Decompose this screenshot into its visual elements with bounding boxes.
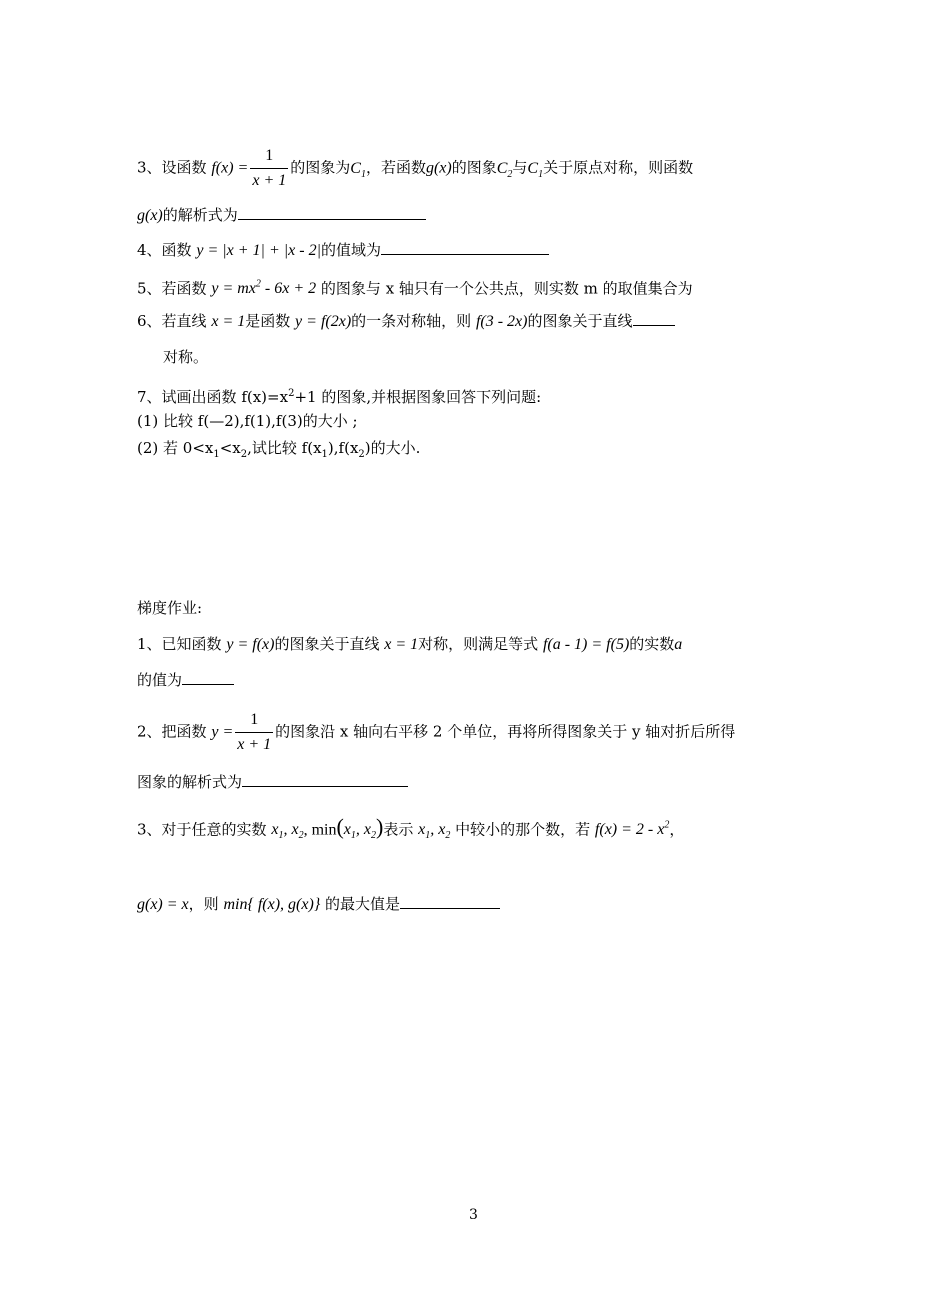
math-symbol: C [496,159,508,177]
text: 与 [512,158,528,177]
problem-number: 4、 [137,241,162,259]
math-part: , x [283,821,299,839]
answer-blank[interactable] [400,894,500,909]
text: 表示 [383,820,414,839]
text: 的最大值是 [325,895,401,913]
problem-number: 2、 [137,722,162,741]
subscript: 1 [321,449,328,460]
text: )的大小. [364,439,421,457]
text: 的图象沿 x 轴向右平移 2 个单位，再将所得图象关于 y 轴对折后所得 [275,722,736,741]
math-line-x1: x = 1 [384,636,419,653]
paren: ( [336,814,344,840]
math-gx: g(x) [137,207,163,224]
subscript: 1 [350,830,356,842]
problem-7-question-1 [137,411,358,431]
math-part: - 6x + 2 [260,280,317,298]
math-variables [418,821,451,842]
math-symbol: C [527,159,539,177]
math-line-x1: x = 1 [211,313,246,330]
problem-3-line-1 [137,146,693,191]
problem-number: 1、 [137,635,162,653]
fraction [250,146,288,191]
problem-number: 3、 [137,820,162,839]
problem-number: 6、 [137,312,162,330]
problem-7-question-2 [137,438,420,465]
subscript: 1 [213,449,220,460]
text: 关于原点对称，则函数 [543,158,694,177]
subscript: 2 [445,830,451,842]
gradient-1-line-1 [137,634,682,655]
text: ,试比较 f(x [247,439,322,457]
math-fx: f(x) = [211,159,249,177]
subscript: 2 [371,830,376,842]
gradient-2-line-2 [137,772,408,792]
math-part: , x [355,821,371,839]
superscript: 2 [288,388,295,399]
paren: ) [376,814,384,840]
text: 函数 [161,241,192,259]
text: 若函数 [161,279,207,298]
text: 的解析式为 [162,206,238,224]
heading-text: 梯度作业: [137,599,203,617]
subscript: 2 [240,449,248,460]
subscript: 2 [507,168,513,180]
subscript: 1 [425,830,431,842]
text: 的图象关于直线 [274,635,380,653]
text: 把函数 [161,722,207,741]
problem-4 [137,240,549,261]
math-c2 [496,159,513,180]
math-part: y = mx [211,280,256,298]
math-part: x [418,821,426,839]
math-variables [271,821,304,842]
math-part: x [343,821,351,839]
math-fx [595,821,669,838]
text: 的值域为 [320,241,381,259]
text: ),f(x [327,439,359,457]
problem-number: 7、 [137,388,162,406]
math-expression: y = |x + 1| + |x - 2| [196,242,321,259]
text: 的图象与 x 轴只有一个公共点，则实数 m 的取值集合为 [320,279,693,298]
math-f2x: y = f(2x) [295,313,352,330]
problem-3-line-2 [137,205,426,226]
fraction-numerator: 1 [250,146,288,169]
math-part: , x [430,821,446,839]
text: 的图象关于直线 [527,312,633,330]
min-function: , min [303,821,337,839]
text: ，若函数 [365,158,426,177]
problem-5 [137,275,693,299]
math-part: x [271,821,279,839]
math-equation: f(a - 1) = f(5) [542,636,630,653]
text: 已知函数 [161,635,222,653]
math-symbol: C [350,159,361,177]
text: 的实数 [629,635,675,653]
answer-blank[interactable] [242,772,408,787]
text: 对于任意的实数 [161,820,267,839]
problem-number: 3、 [137,158,162,177]
text: 是函数 [245,312,291,330]
text: 的值为 [137,671,183,689]
text: 中较小的那个数，若 [455,820,591,839]
answer-blank[interactable] [182,670,234,685]
math-yfx: y = f(x) [226,636,275,653]
problem-6-line-2 [163,347,208,367]
fraction [235,710,273,755]
subscript: 2 [358,449,365,460]
problem-number: 5、 [137,279,162,298]
math-gx: g(x) = x [137,896,189,913]
text: <x [219,439,241,457]
fraction-denominator: x + 1 [252,172,287,189]
math-min-expression: min{ f(x), g(x)} [223,896,321,913]
text: 图象的解析式为 [137,773,243,791]
math-c1 [527,159,544,180]
subscript: 1 [360,168,366,180]
superscript: 2 [255,279,261,290]
math-c1 [350,159,366,180]
text: ， [669,820,685,839]
text: (2) 若 0<x [137,439,214,457]
text: 设函数 [161,158,207,177]
text: 对称，则满足等式 [418,635,539,653]
text: 试画出函数 f(x)=x [161,388,289,406]
fraction-denominator: x + 1 [237,736,272,753]
answer-blank[interactable] [381,240,549,255]
problem-6-line-1 [137,311,675,332]
min-arguments [336,814,384,842]
math-part: f(x) = 2 - x [594,821,665,839]
subscript: 1 [538,168,544,180]
section-heading [137,598,202,618]
subscript: 1 [278,830,284,842]
text: (1) 比较 f(—2),f(1),f(3)的大小 ; [137,412,358,430]
answer-blank[interactable] [238,205,426,220]
math-expression [211,280,316,297]
math-gx: g(x) [425,159,452,177]
gradient-2-line-1 [137,710,735,755]
text: 的图象 [451,158,497,177]
gradient-1-line-2 [137,670,234,690]
text: 的图象为 [290,158,351,177]
text: 若直线 [161,312,207,330]
fraction-numerator: 1 [235,710,273,733]
superscript: 2 [664,820,670,831]
problem-7-line-1 [137,384,541,407]
text: ，则 [188,895,219,913]
math-f32x: f(3 - 2x) [475,313,528,330]
answer-blank[interactable] [633,311,675,326]
subscript: 2 [298,830,304,842]
page-number: 3 [469,1207,478,1223]
gradient-3-line-1 [137,816,684,847]
math-a: a [674,636,683,653]
text: 的一条对称轴，则 [351,312,472,330]
math-y: y = [211,723,234,741]
gradient-3-line-2 [137,894,500,915]
text: +1 的图象,并根据图象回答下列问题: [294,388,542,406]
text: 对称。 [163,348,209,366]
